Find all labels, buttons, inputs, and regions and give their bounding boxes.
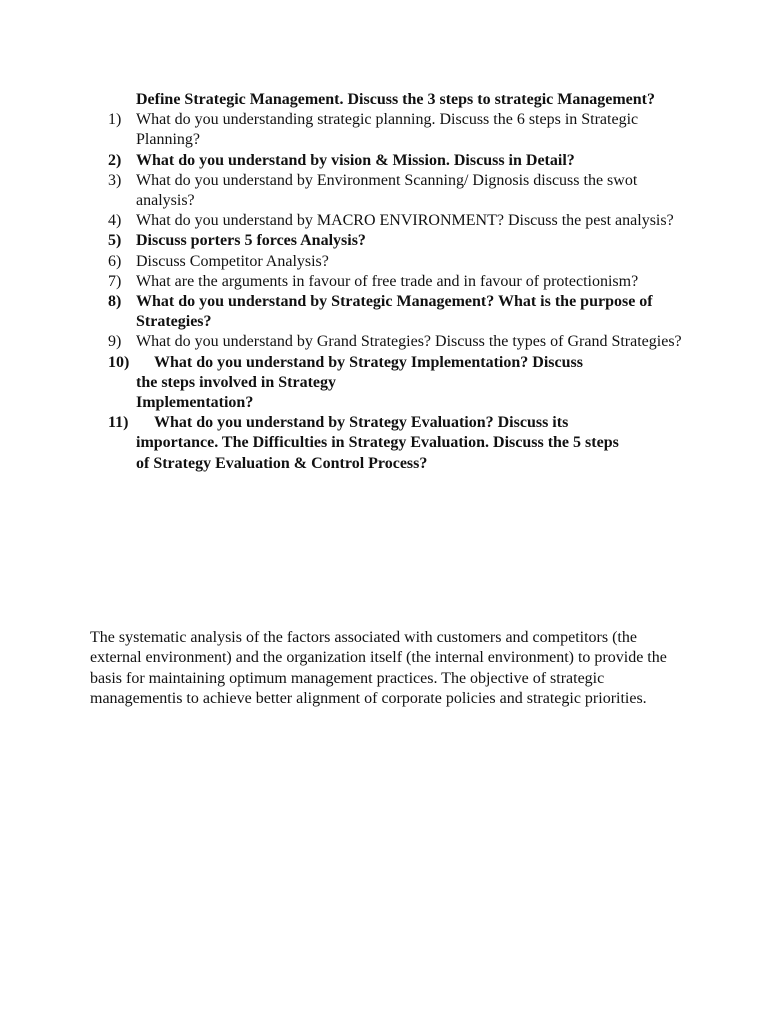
- question-item-11: [108, 413, 688, 474]
- question-item-4: [108, 211, 688, 231]
- question-list: [108, 90, 688, 474]
- question-number: 3): [108, 171, 122, 189]
- question-item-3: [108, 171, 688, 211]
- question-text-line: What do you understand by Strategy Implementation? Discuss: [154, 353, 583, 371]
- question-item-2: [108, 151, 688, 171]
- question-number: 6): [108, 252, 122, 270]
- question-text: What do you understand by Environment Scanning/ Dignosis discuss the swot analysis?: [136, 171, 638, 210]
- question-item-5: [108, 231, 688, 251]
- question-text-line: the steps involved in Strategy: [136, 373, 336, 391]
- question-number: 10): [108, 353, 130, 371]
- question-item-8: [108, 292, 688, 332]
- question-text: What do you understand by Grand Strategies? Discuss the types of Grand Strategies?: [136, 333, 682, 351]
- question-text-line: Implementation?: [136, 394, 254, 412]
- question-number: 2): [108, 151, 122, 169]
- question-item-9: [108, 332, 688, 352]
- question-text: [136, 413, 688, 474]
- question-item-1: [108, 110, 688, 150]
- question-text: What do you understanding strategic planning. Discuss the 6 steps in Strategic Planning?: [136, 111, 639, 149]
- definition-paragraph: The systematic analysis of the factors associated with customers and competitors (the external environment) and the organization itself (the internal environment) to provide the basis for maintaining optimum management practices. The objective of strategic managementis to achieve better alignment of corporate policies and strategic priorities.: [90, 629, 667, 707]
- question-text-line: What do you understand by Strategy Evaluation? Discuss its: [154, 414, 569, 432]
- question-text: What are the arguments in favour of free trade and in favour of protectionism?: [136, 272, 639, 290]
- question-text: Discuss porters 5 forces Analysis?: [136, 232, 366, 250]
- question-text: [136, 353, 688, 414]
- question-number: 1): [108, 111, 122, 129]
- question-item-6: [108, 252, 688, 272]
- question-text: Discuss Competitor Analysis?: [136, 252, 329, 270]
- question-item-7: [108, 272, 688, 292]
- question-text: What do you understand by Strategic Management? What is the purpose of Strategies?: [136, 293, 653, 331]
- question-number: 8): [108, 293, 122, 311]
- question-number: 11): [108, 414, 129, 432]
- question-text: What do you understand by vision & Mission. Discuss in Detail?: [136, 151, 575, 169]
- question-item-10: [108, 353, 688, 414]
- question-number: 9): [108, 333, 122, 351]
- question-text-line: importance. The Difficulties in Strategy Evaluation. Discuss the 5 steps: [136, 434, 619, 452]
- question-text-line: of Strategy Evaluation & Control Process?: [136, 454, 428, 472]
- question-text: What do you understand by MACRO ENVIRONMENT? Discuss the pest analysis?: [136, 212, 674, 230]
- question-number: 7): [108, 272, 122, 290]
- intro-question: Define Strategic Management. Discuss the 3 steps to strategic Management?: [136, 91, 655, 108]
- question-number: 5): [108, 232, 122, 250]
- question-number: 4): [108, 212, 122, 230]
